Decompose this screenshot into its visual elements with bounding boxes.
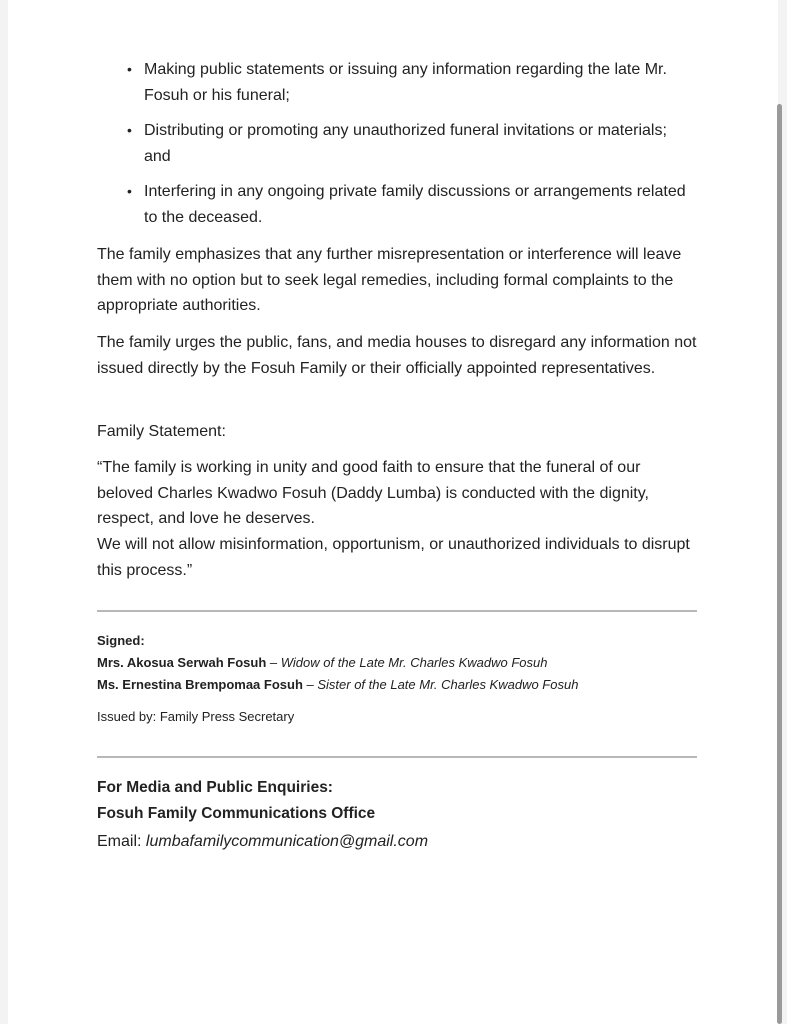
signer-2: Ms. Ernestina Brempomaa Fosuh – Sister of the Late Mr. Charles Kwadwo Fosuh <box>97 677 579 692</box>
list-item: • Interfering in any ongoing private family discussions or arrangements related to the deceased. <box>97 179 697 230</box>
family-quote-part1: “The family is working in unity and good faith to ensure that the funeral of our beloved Charles Kwadwo Fosuh (Daddy Lumba) is conducted with the dignity, respect, and love he deserves. <box>97 459 649 527</box>
list-item: • Distributing or promoting any unauthorized funeral invitations or materials; and <box>97 118 697 169</box>
signer-2-name: Ms. Ernestina Brempomaa Fosuh <box>97 677 303 692</box>
signer-1-name: Mrs. Akosua Serwah Fosuh <box>97 655 267 670</box>
legal-remedies-paragraph: The family emphasizes that any further misrepresentation or interference will leave them with no option but to seek legal remedies, including formal complaints to the appropriate authorities. <box>97 246 682 314</box>
scrollbar-thumb[interactable] <box>777 104 782 1024</box>
divider <box>97 756 697 758</box>
public-urge-paragraph: The family urges the public, fans, and media houses to disregard any information not issued directly by the Fosuh Family or their officially appointed representatives. <box>97 334 697 377</box>
signer-1-role: Widow of the Late Mr. Charles Kwadwo Fosuh <box>280 655 548 670</box>
enquiries-heading: For Media and Public Enquiries: <box>97 779 333 796</box>
bullet-icon: • <box>127 183 132 199</box>
divider <box>97 610 697 612</box>
family-statement-label: Family Statement: <box>97 423 226 440</box>
family-quote-part2: We will not allow misinformation, opportunism, or unauthorized individuals to disrupt this process.” <box>97 536 690 579</box>
bullet-icon: • <box>127 61 132 77</box>
email-label: Email: <box>97 833 146 850</box>
document-page <box>8 0 778 1024</box>
restriction-list <box>97 57 697 240</box>
signer-1: Mrs. Akosua Serwah Fosuh – Widow of the Late Mr. Charles Kwadwo Fosuh <box>97 655 548 670</box>
issued-by: Issued by: Family Press Secretary <box>97 709 295 724</box>
list-item: • Making public statements or issuing any information regarding the late Mr. Fosuh or his funeral; <box>97 57 697 108</box>
communications-office: Fosuh Family Communications Office <box>97 805 376 822</box>
email-line <box>97 829 428 854</box>
email-address-link[interactable]: lumbafamilycommunication@gmail.com <box>145 833 429 850</box>
signed-label: Signed: <box>97 633 145 648</box>
bullet-icon: • <box>127 122 132 138</box>
signer-2-role: Sister of the Late Mr. Charles Kwadwo Fosuh <box>317 677 579 692</box>
